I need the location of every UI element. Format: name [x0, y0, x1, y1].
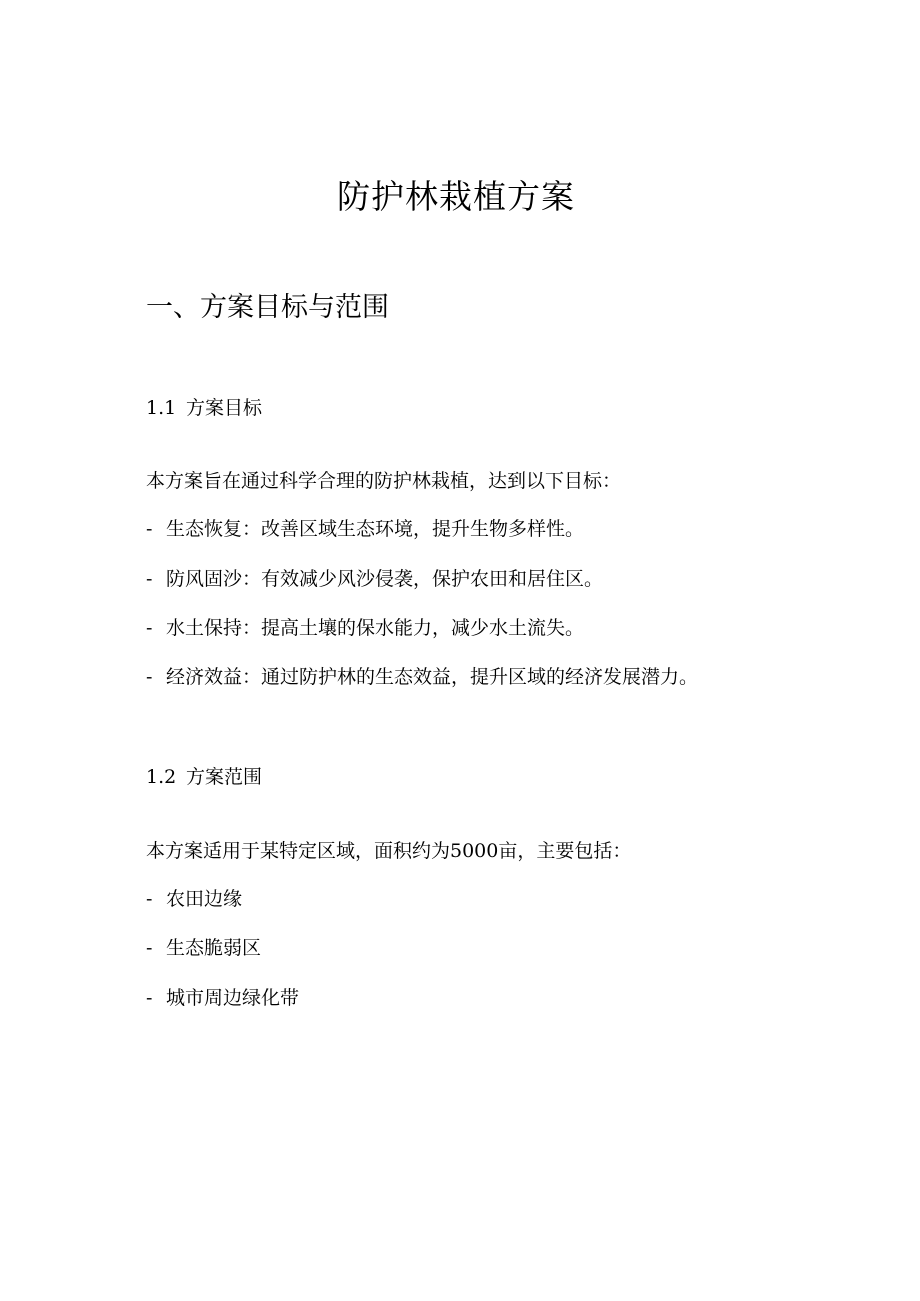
list-item-text: 生态恢复：改善区域生态环境，提升生物多样性。: [166, 518, 585, 540]
subsection-heading-goals: [146, 393, 262, 423]
list-item: [146, 983, 299, 1013]
document-title: 防护林栽植方案: [337, 177, 575, 216]
list-item: [146, 514, 584, 544]
list-item-text: 防风固沙：有效减少风沙侵袭，保护农田和居住区。: [166, 568, 604, 590]
subsection-number: 1.2: [146, 766, 177, 788]
list-item: [146, 564, 603, 594]
bullet-dash: -: [146, 666, 153, 688]
bullet-dash: -: [146, 518, 153, 540]
goals-intro-paragraph: 本方案旨在通过科学合理的防护林栽植，达到以下目标：: [146, 470, 622, 492]
list-item-text: 水土保持：提高土壤的保水能力，减少水土流失。: [166, 617, 585, 639]
subsection-title: 方案目标: [186, 397, 263, 419]
list-item: [146, 613, 584, 643]
list-item-text: 城市周边绿化带: [166, 987, 300, 1009]
list-item-text: 经济效益：通过防护林的生态效益，提升区域的经济发展潜力。: [166, 666, 699, 688]
list-item-text: 生态脆弱区: [166, 937, 262, 959]
bullet-dash: -: [146, 888, 153, 910]
bullet-dash: -: [146, 568, 153, 590]
bullet-dash: -: [146, 617, 153, 639]
list-item: [146, 662, 698, 692]
subsection-title: 方案范围: [186, 766, 263, 788]
bullet-dash: -: [146, 937, 153, 959]
subsection-heading-scope: [146, 762, 262, 792]
bullet-dash: -: [146, 987, 153, 1009]
list-item-text: 农田边缘: [166, 888, 243, 910]
list-item: [146, 933, 261, 963]
list-item: [146, 884, 242, 914]
subsection-number: 1.1: [146, 397, 177, 419]
section-heading: 一、方案目标与范围: [146, 292, 389, 323]
scope-intro-paragraph: 本方案适用于某特定区域，面积约为5000亩，主要包括：: [146, 840, 632, 862]
